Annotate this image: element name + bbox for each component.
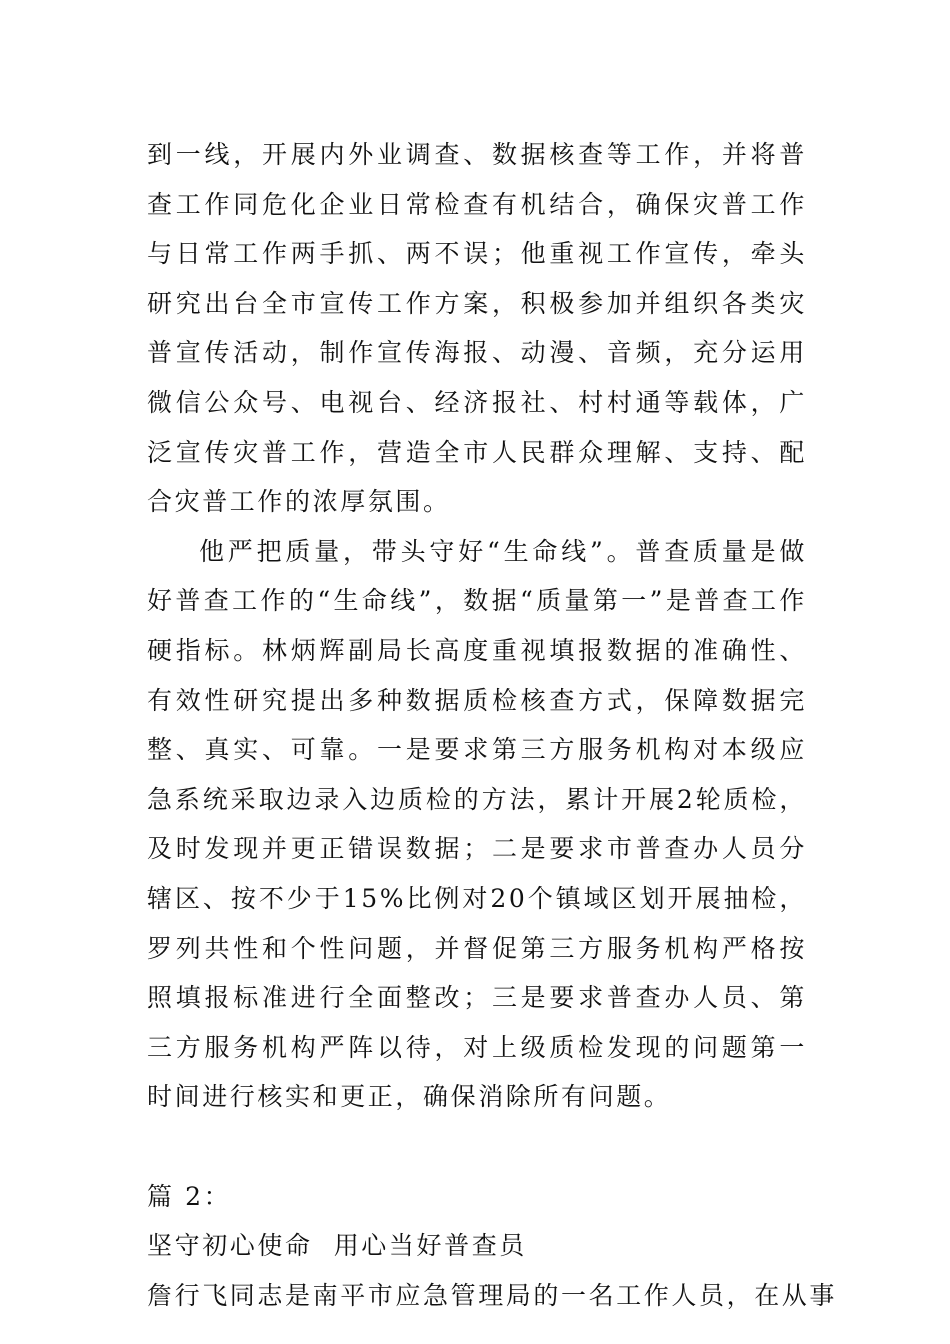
body-paragraph-3: 詹行飞同志是南平市应急管理局的一名工作人员，在从事 — [147, 1281, 838, 1311]
body-paragraph-1: 到一线，开展内外业调查、数据核查等工作，并将普查工作同危化企业日常检查有机结合，确保灾普工作与日常工作两手抓、两不误；他重视工作宣传，牵头研究出台全市宣传工作方案，积极参加并组织各类灾普宣传活动，制作宣传海报、动漫、音频，充分运用微信公众号、电视台、经济报社、村村通等载体，广泛宣传灾普工作，营造全市人民群众理解、支持、配合灾普工作的浓厚氛围。 — [147, 140, 807, 517]
document-page — [147, 130, 838, 1321]
section-label: 篇 2： — [147, 1181, 232, 1211]
section-title: 坚守初心使命 用心当好普查员 — [147, 1231, 527, 1261]
section-spacer — [147, 1122, 807, 1172]
body-paragraph-2: 他严把质量，带头守好“生命线”。普查质量是做好普查工作的“生命线”，数据“质量第一”是普查工作硬指标。林炳辉副局长高度重视填报数据的准确性、有效性研究提出多种数据质检核查方式，保障数据完整、真实、可靠。一是要求第三方服务机构对本级应急系统采取边录入边质检的方法，累计开展2轮质检，及时发现并更正错误数据；二是要求市普查办人员分辖区、按不少于15%比例对20个镇域区划开展抽检，罗列共性和个性问题，并督促第三方服务机构严格按照填报标准进行全面整改；三是要求普查办人员、第三方服务机构严阵以待，对上级质检发现的问题第一时间进行核实和更正，确保消除所有问题。 — [147, 536, 807, 1112]
